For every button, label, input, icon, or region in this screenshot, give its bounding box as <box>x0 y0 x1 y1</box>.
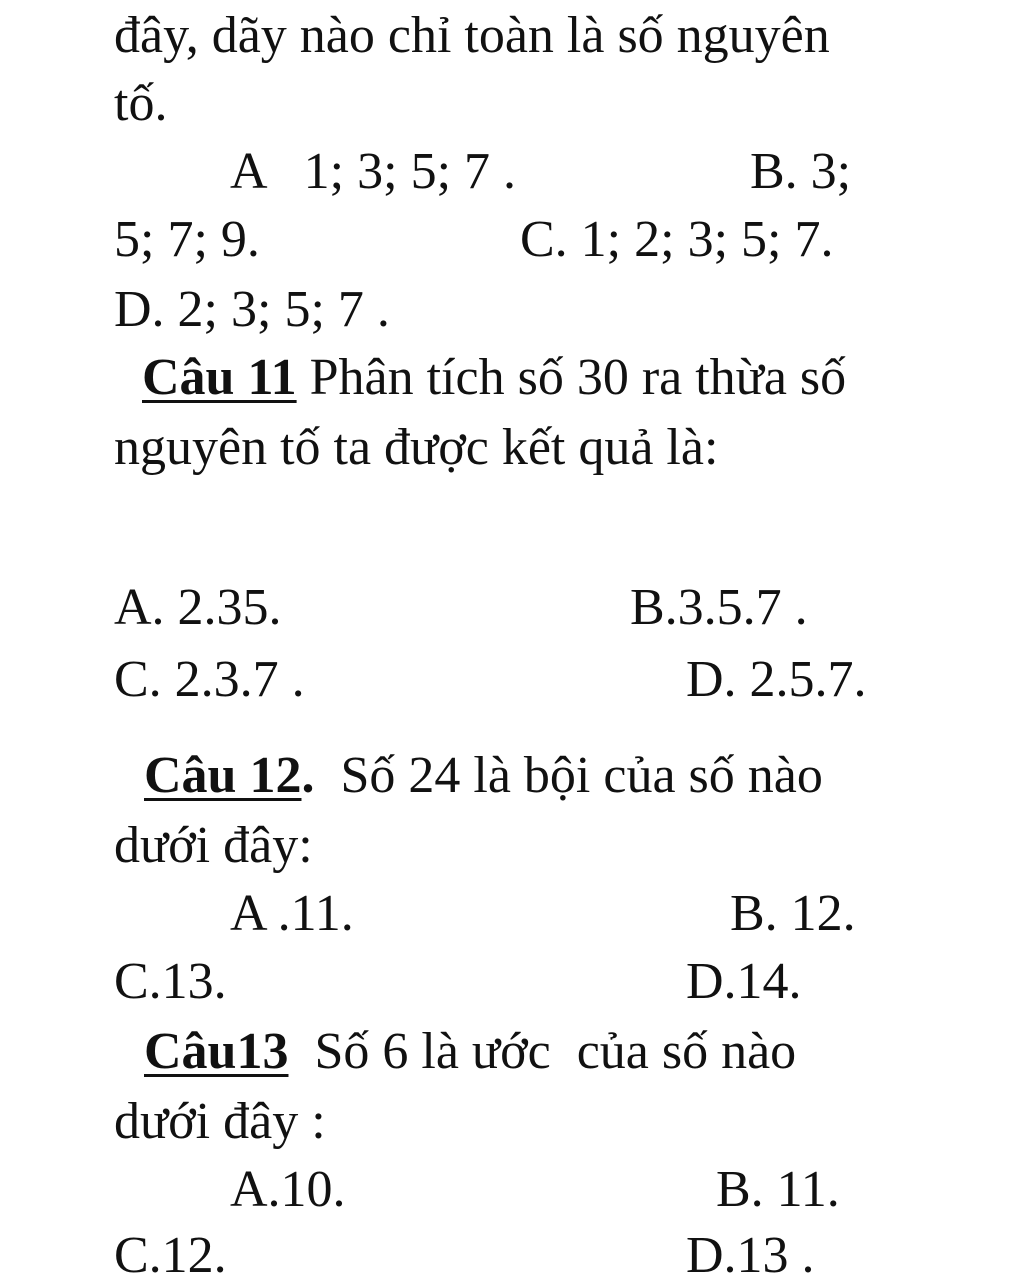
q11-option-c: C. 2.3.7 . <box>114 651 305 708</box>
q10-option-b-part1: B. 3; <box>750 143 852 200</box>
q10-stem-line1: đây, dãy nào chỉ toàn là số nguyên <box>114 7 830 64</box>
q11-option-d: D. 2.5.7. <box>686 651 867 708</box>
q12-option-c: C.13. <box>114 953 227 1010</box>
q12-label: Câu 12 <box>144 747 302 804</box>
q12-stem-line1 <box>144 746 823 806</box>
q11-stem-line1 <box>142 348 846 408</box>
q10-option-c: C. 1; 2; 3; 5; 7. <box>520 211 834 268</box>
q10-option-a: A 1; 3; 5; 7 . <box>230 143 517 200</box>
q12-option-b: B. 12. <box>730 885 856 942</box>
q11-label: Câu 11 <box>142 349 297 406</box>
q13-option-d: D.13 . <box>686 1227 815 1284</box>
q10-stem-line2: tố. <box>114 75 168 132</box>
q11-option-a: A. 2.35. <box>114 579 282 636</box>
q10-option-b-part2: 5; 7; 9. <box>114 211 260 268</box>
q13-stem-text: Số 6 là ước của số nào <box>288 1023 797 1080</box>
q12-option-d: D.14. <box>686 953 802 1010</box>
q10-option-d: D. 2; 3; 5; 7 . <box>114 281 390 338</box>
q12-label-suffix: . <box>301 747 315 804</box>
q11-stem-text: Phân tích số 30 ra thừa số <box>296 349 847 406</box>
q12-stem-line2: dưới đây: <box>114 817 313 874</box>
q12-stem-text: Số 24 là bội của số nào <box>314 747 823 804</box>
q12-option-a: A .11. <box>230 885 354 942</box>
q11-option-b: B.3.5.7 . <box>630 579 808 636</box>
q13-option-c: C.12. <box>114 1227 227 1284</box>
q13-option-b: B. 11. <box>716 1161 840 1218</box>
q13-label: Câu13 <box>144 1023 289 1080</box>
q13-stem-line2: dưới đây : <box>114 1093 326 1150</box>
q11-stem-line2: nguyên tố ta được kết quả là: <box>114 419 719 476</box>
q13-option-a: A.10. <box>230 1161 346 1218</box>
q13-stem-line1 <box>144 1022 796 1082</box>
